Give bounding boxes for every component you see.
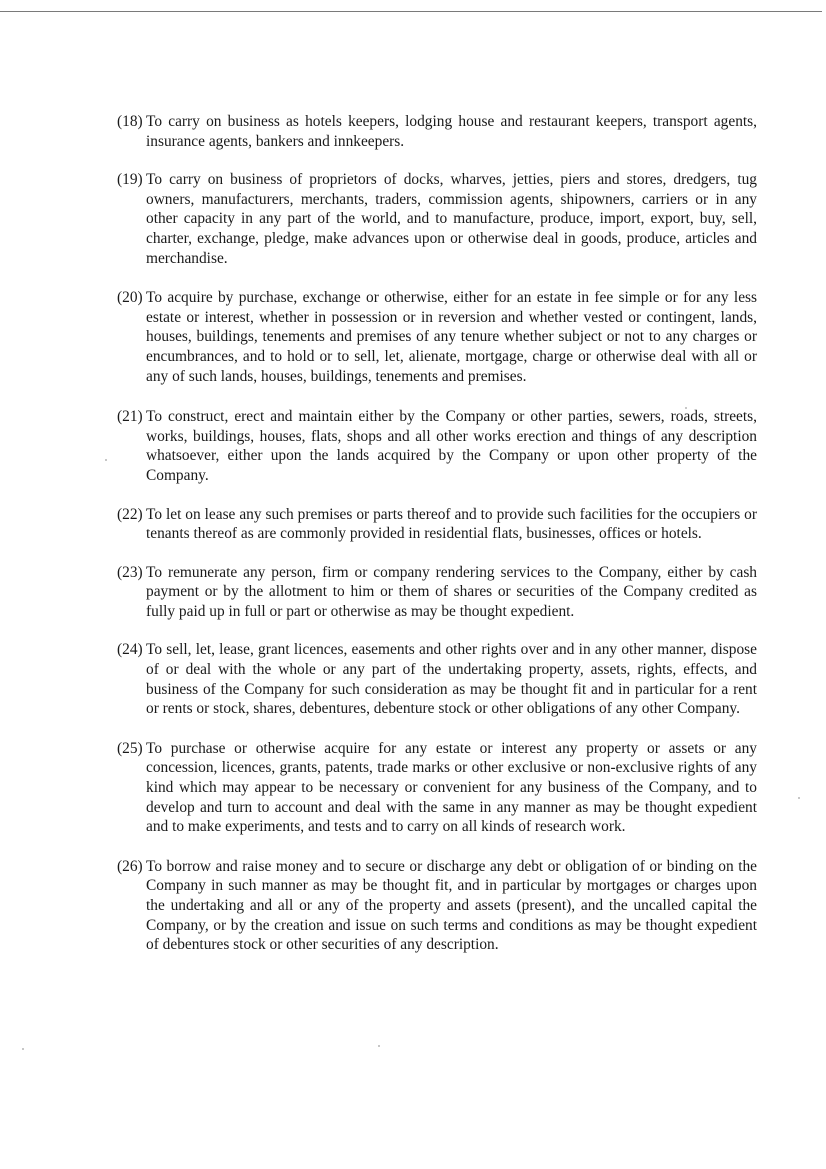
clause-22 [117, 505, 757, 544]
top-border-line [0, 11, 822, 12]
clause-26 [117, 857, 757, 955]
clause-text: To purchase or otherwise acquire for any estate or interest any property or assets or any concession, licences, grants, patents, trade marks or other exclusive or non-exclusive rights of any kind which may appear to be necessary or convenient for any business of the Company, and to develop and turn to account and deal with the same in any manner as may be thought expedient and to make experiments, and tests and to carry on all kinds of research work. [146, 739, 757, 836]
clause-text: To borrow and raise money and to secure or discharge any debt or obligation of or binding on the Company in such manner as may be thought fit, and in particular by mortgages or charges upon the undertaking and all or any of the property and assets (present), and the uncalled capital the Company, or by the creation and issue on such terms and conditions as may be thought expedient of debentures stock or other securities of any description. [146, 857, 757, 954]
clause-text: To carry on business of proprietors of docks, wharves, jetties, piers and stores, dredgers, tug owners, manufacturers, merchants, traders, commission agents, shipowners, carriers or in any other capacity in any part of the world, and to manufacture, produce, import, export, buy, sell, charter, exchange, pledge, make advances upon or otherwise deal in goods, produce, articles and merchandise. [146, 171, 757, 267]
clause-text: To construct, erect and maintain either by the Company or other parties, sewers, roads, streets, works, buildings, houses, flats, shops and all other works erection and things of any description whatsoever, either upon the lands acquired by the Company or upon other property of the Company. [146, 408, 757, 484]
clause-18 [117, 112, 757, 151]
clause-number: (23) [117, 563, 143, 581]
clause-number: (18) [117, 113, 143, 130]
clause-text: To remunerate any person, firm or company rendering services to the Company, either by cash payment or by the allotment to him or them of shares or securities of the Company credited as fully paid up in full or part or otherwise as may be thought expedient. [146, 563, 757, 620]
clause-number: (21) [117, 408, 143, 426]
clause-number: (19) [117, 171, 143, 189]
scan-speck [105, 459, 107, 461]
clause-text: To let on lease any such premises or parts thereof and to provide such facilities for the occupiers or tenants thereof as are commonly provided in residential flats, businesses, offices or hotels. [146, 505, 757, 543]
objects-clause-list [117, 112, 757, 955]
clause-21 [117, 407, 757, 485]
scan-speck [22, 1048, 24, 1050]
clause-number: (22) [117, 505, 143, 523]
clause-number: (26) [117, 857, 143, 875]
clause-text: To carry on business as hotels keepers, lodging house and restaurant keepers, transport agents, insurance agents, bankers and innkeepers. [146, 113, 757, 150]
clause-text: To acquire by purchase, exchange or otherwise, either for an estate in fee simple or for any less estate or interest, whether in possession or in reversion and whether vested or contingent, lands, houses, buildings, tenements and premises of any tenure whether subject or not to any charges or encumbrances, and to hold or to sell, let, alienate, mortgage, charge or otherwise deal with all or any of such lands, houses, buildings, tenements and premises. [146, 289, 757, 385]
clause-20 [117, 288, 757, 386]
clause-23 [117, 563, 757, 622]
clause-number: (20) [117, 289, 143, 307]
clause-number: (25) [117, 739, 143, 757]
clause-number: (24) [117, 641, 143, 659]
clause-19 [117, 170, 757, 268]
clause-25 [117, 739, 757, 837]
scan-speck [798, 797, 800, 799]
scan-speck [378, 1045, 380, 1047]
clause-24 [117, 640, 757, 718]
clause-text: To sell, let, lease, grant licences, easements and other rights over and in any other manner, dispose of or deal with the whole or any part of the undertaking property, assets, rights, effects, and business of the Company for such consideration as may be thought fit and in particular for a rent or rents or stock, shares, debentures, debenture stock or other obligations of any other Company. [146, 641, 757, 718]
